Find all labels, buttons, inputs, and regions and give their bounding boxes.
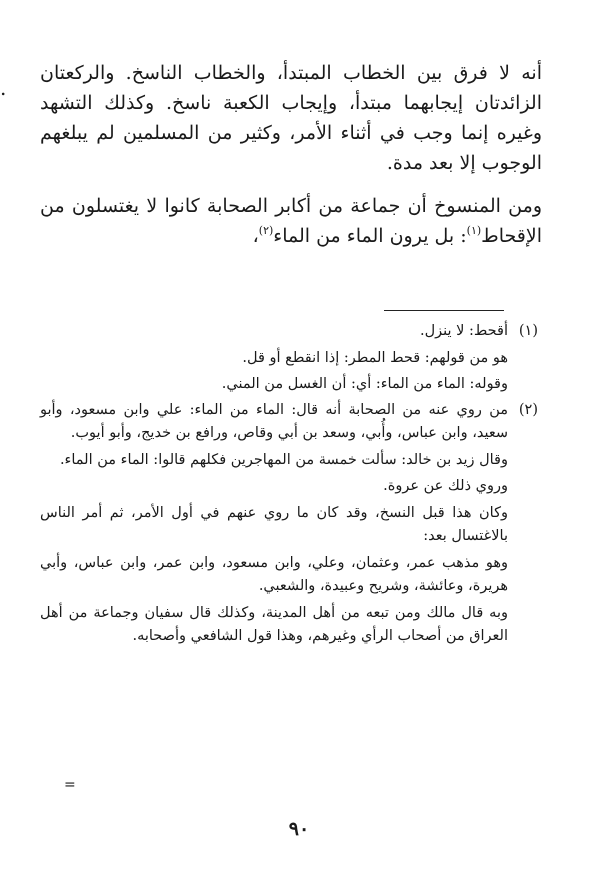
- footnote-body: [40, 399, 508, 649]
- continuation-mark: =: [64, 777, 76, 793]
- footnote-reference: (٢): [258, 224, 274, 237]
- footnotes: [40, 320, 538, 649]
- footnote-separator: [384, 310, 504, 311]
- footnote-line: وهو مذهب عمر، وعثمان، وعلي، وابن مسعود، وابن عمر، وابن عباس، وأبي هريرة، وعائشة، وشريح وعبيدة، والشعبي.: [40, 554, 508, 594]
- main-text: [40, 58, 542, 251]
- footnote-reference: (١): [466, 224, 482, 237]
- paragraph: أنه لا فرق بين الخطاب المبتدأ، والخطاب الناسخ. والركعتان الزائدتان إيجابهما مبتدأ، وإيجاب الكعبة ناسخ. وكذلك التشهد وغيره إنما وجب في أثناء الأمر، وكثير من المسلمين لم يبلغهم الوجوب إلا بعد مدة.: [40, 62, 542, 174]
- footnote-line: وبه قال مالك ومن تبعه من أهل المدينة، وكذلك قال سفيان وجماعة من أهل العراق من أصحاب الرأي وغيرهم، وهذا قول الشافعي وأصحابه.: [40, 604, 508, 644]
- edge-mark: .: [0, 76, 7, 100]
- footnote-line: من روي عنه من الصحابة أنه قال: الماء من الماء: علي وابن مسعود، وأبو سعيد، وابن عباس، وأُبي، وسعد بن أبي وقاص، ورافع بن خديج، وأبو أيوب.: [40, 401, 508, 441]
- footnote-number: (١): [518, 323, 538, 339]
- footnote-line: وروي ذلك عن عروة.: [383, 478, 508, 494]
- paragraph-text: : بل يرون الماء من الماء: [273, 225, 467, 247]
- paragraph-text: ،: [252, 225, 259, 247]
- paragraph: [40, 191, 542, 251]
- footnote: [40, 320, 538, 397]
- footnote-line: وكان هذا قبل النسخ، وقد كان ما روي عنهم في أول الأمر، ثم أمر الناس بالاغتسال بعد:: [40, 504, 508, 544]
- footnote-line: أقحط: لا ينزل.: [419, 323, 508, 339]
- paragraph-text: ومن المنسوخ أن جماعة من أكابر الصحابة كانوا لا يغتسلون من الإقحاط: [40, 195, 542, 247]
- footnote: [40, 399, 538, 649]
- footnote-number: (٢): [518, 401, 538, 418]
- page-number: ٩٠: [288, 818, 310, 840]
- footnote-line: هو من قولهم: قحط المطر: إذا انقطع أو قل.: [242, 349, 508, 366]
- footnote-body: [40, 320, 508, 397]
- footnote-line: وقوله: الماء من الماء: أي: أن الغسل من المني.: [221, 376, 508, 392]
- footnote-line: وقال زيد بن خالد: سألت خمسة من المهاجرين فكلهم قالوا: الماء من الماء.: [59, 451, 508, 468]
